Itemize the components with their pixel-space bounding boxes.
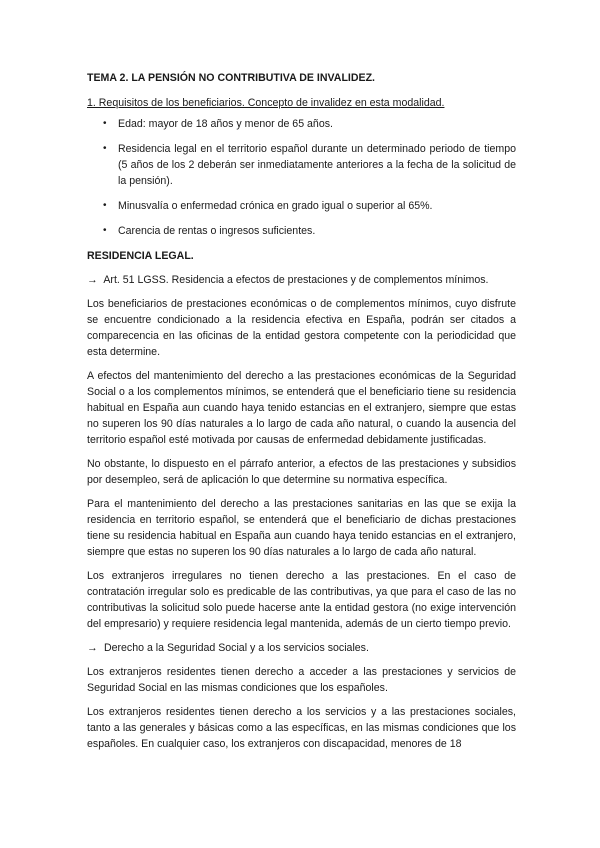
paragraph: Los extranjeros residentes tienen derecho a los servicios y a las prestaciones sociales, tanto a las generales y básicas como a las específicas, en las mismas condiciones que los españoles. En cualquier caso, los extranjeros con discapacidad, menores de 18	[87, 706, 516, 750]
list-item: • Edad: mayor de 18 años y menor de 65 años.	[103, 118, 333, 130]
paragraph: A efectos del mantenimiento del derecho a las prestaciones económicas de la Seguridad Social o a los complementos mínimos, se entenderá que el beneficiario tiene su residencia habitual en España aun cuando haya tenido estancias en el extranjero, siempre que estas no superen los 90 días naturales a lo largo de cada año natural, o cuando la ausencia del territorio español esté motivada por causas de enfermedad debidamente justificadas.	[87, 370, 516, 446]
bullet-icon: •	[103, 225, 107, 236]
arrow-right-icon: →	[87, 274, 98, 286]
arrow-right-icon: →	[87, 642, 98, 654]
page-title: TEMA 2. LA PENSIÓN NO CONTRIBUTIVA DE INVALIDEZ.	[87, 72, 376, 84]
bullet-icon: •	[103, 143, 107, 154]
paragraph: Los extranjeros residentes tienen derecho a acceder a las prestaciones y servicios de Seguridad Social en las mismas condiciones que los españoles.	[87, 666, 516, 694]
list-item: • Minusvalía o enfermedad crónica en grado igual o superior al 65%.	[103, 200, 433, 212]
list-item: • Carencia de rentas o ingresos suficientes.	[103, 225, 316, 237]
list-item: • Residencia legal en el territorio español durante un determinado periodo de tiempo (5 años de los 2 deberán ser inmediatamente anteriores a la fecha de la solicitud de la pensión).	[103, 143, 516, 187]
paragraph: No obstante, lo dispuesto en el párrafo anterior, a efectos de las prestaciones y subsidios por desempleo, será de aplicación lo que determine su normativa específica.	[87, 458, 516, 486]
paragraph: Los extranjeros irregulares no tienen derecho a las prestaciones. En el caso de contratación irregular solo es predicable de las contributivas, ya que para el caso de las no contributivas la solicitud solo puede hacerse ante la entidad gestora (no exige intervención del empresario) y requiere residencia legal mantenida, además de un cierto tiempo previo.	[87, 570, 516, 630]
bullet-icon: •	[103, 118, 107, 129]
arrow-item-art51: → Art. 51 LGSS. Residencia a efectos de prestaciones y de complementos mínimos.	[87, 274, 489, 286]
section-subtitle: 1. Requisitos de los beneficiarios. Concepto de invalidez en esta modalidad.	[87, 97, 445, 109]
paragraph: Para el mantenimiento del derecho a las prestaciones sanitarias en las que se exija la residencia en territorio español, se entenderá que el beneficiario de dichas prestaciones tiene su residencia habitual en España aun cuando haya tenido estancias en el extranjero, siempre que estas no superen los 90 días naturales a lo largo de cada año natural.	[87, 498, 516, 558]
arrow-item-seguridad-social: → Derecho a la Seguridad Social y a los servicios sociales.	[87, 642, 369, 654]
requirements-list	[87, 116, 516, 239]
paragraph: Los beneficiarios de prestaciones económicas o de complementos mínimos, cuyo disfrute se encuentre condicionado a la residencia efectiva en España, podrán ser citados a comparecencia en las oficinas de la entidad gestora competente con la periodicidad que esta determine.	[87, 298, 516, 358]
section-heading-residencia: RESIDENCIA LEGAL.	[87, 250, 194, 262]
bullet-icon: •	[103, 200, 107, 211]
